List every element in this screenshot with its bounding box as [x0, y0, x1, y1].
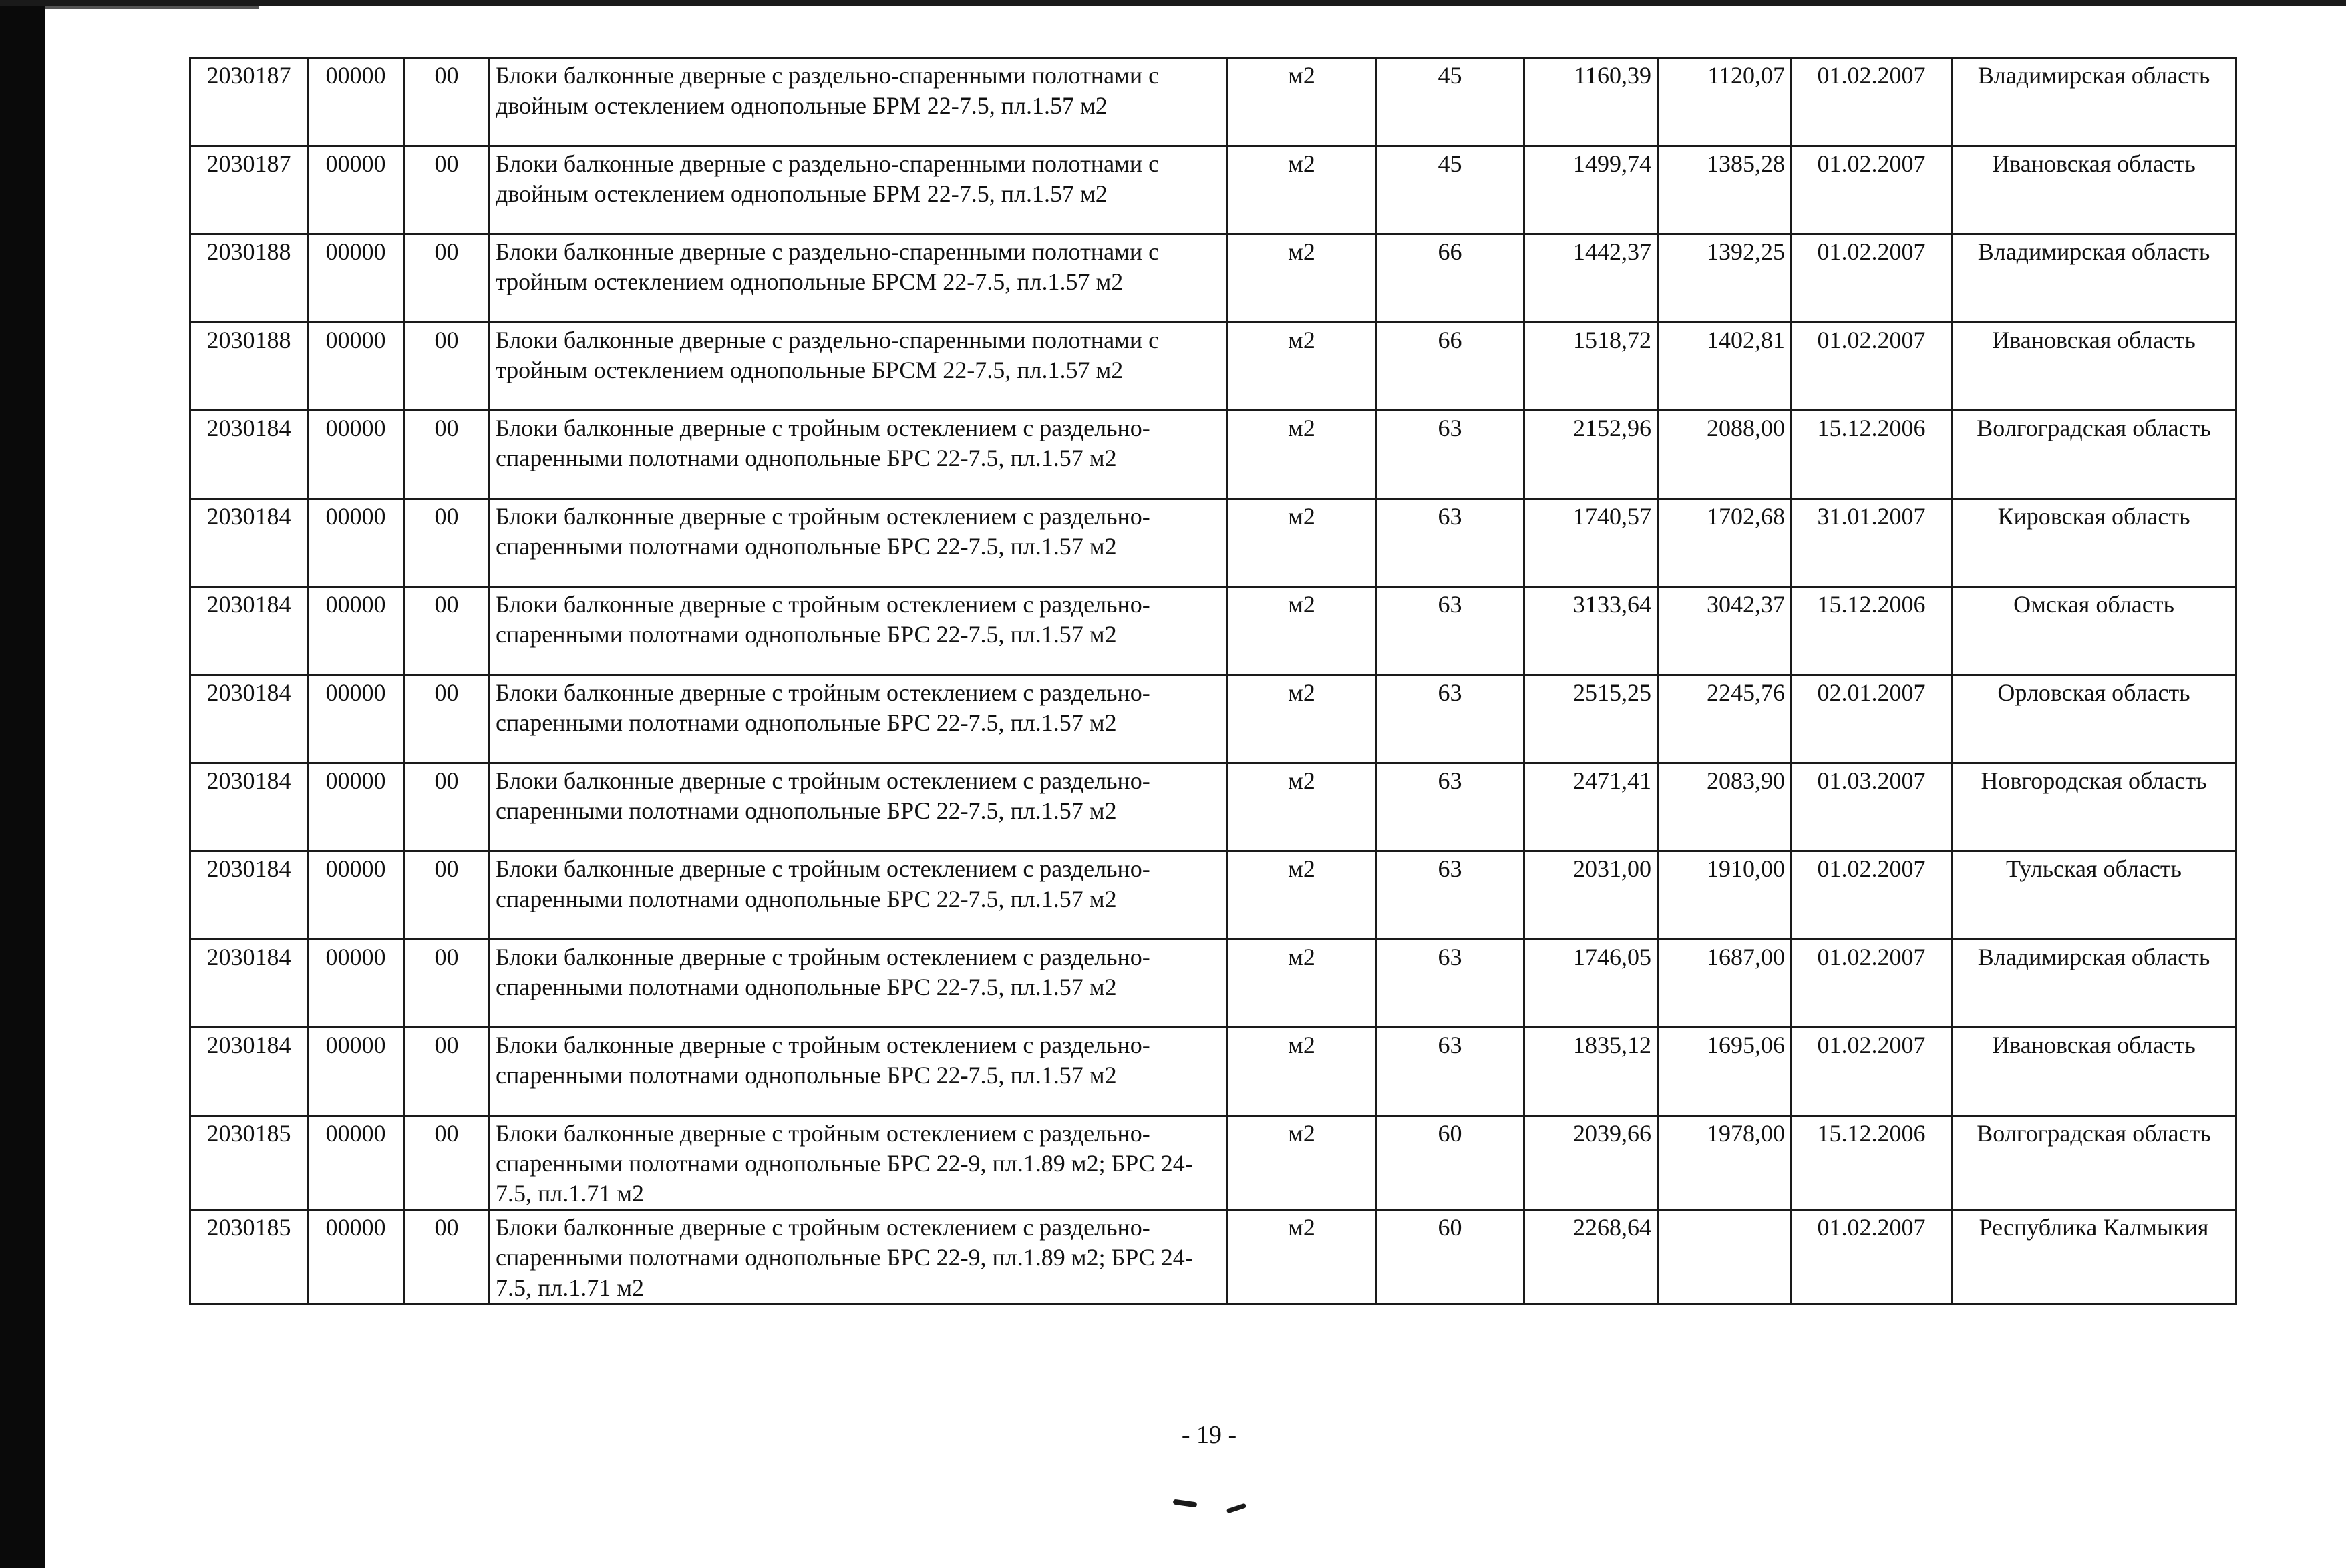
name-cell: Блоки балконные дверные с тройным остеклением с раздельно-спаренными полотнами однопольные БРС 22-7.5, пл.1.57 м2 — [490, 499, 1228, 587]
table-row — [190, 411, 2236, 499]
unit-cell: м2 — [1228, 940, 1376, 1028]
price2-cell: 1402,81 — [1658, 323, 1792, 411]
group-cell: 63 — [1376, 675, 1524, 763]
name-cell: Блоки балконные дверные с тройным остеклением с раздельно-спаренными полотнами однопольные БРС 22-9, пл.1.89 м2; БРС 24-7.5, пл.1.71 м2 — [490, 1210, 1228, 1304]
price2-cell: 1392,25 — [1658, 234, 1792, 323]
group-cell: 45 — [1376, 58, 1524, 146]
name-cell: Блоки балконные дверные с тройным остеклением с раздельно-спаренными полотнами однопольные БРС 22-7.5, пл.1.57 м2 — [490, 763, 1228, 851]
name-cell: Блоки балконные дверные с раздельно-спаренными полотнами с тройным остеклением однопольные БРСМ 22-7.5, пл.1.57 м2 — [490, 234, 1228, 323]
date-cell: 31.01.2007 — [1792, 499, 1952, 587]
price-cell: 2471,41 — [1524, 763, 1658, 851]
price-table — [189, 57, 2237, 1305]
price2-cell: 2083,90 — [1658, 763, 1792, 851]
price-cell: 1835,12 — [1524, 1028, 1658, 1116]
table-row — [190, 587, 2236, 675]
region-cell: Владимирская область — [1952, 234, 2236, 323]
date-cell: 01.03.2007 — [1792, 763, 1952, 851]
table-body — [190, 58, 2236, 1304]
code-cell: 2030188 — [190, 323, 308, 411]
subcode-cell: 00000 — [308, 234, 404, 323]
name-cell: Блоки балконные дверные с тройным остеклением с раздельно-спаренными полотнами однопольные БРС 22-9, пл.1.89 м2; БРС 24-7.5, пл.1.71 м2 — [490, 1116, 1228, 1210]
code-cell: 2030187 — [190, 146, 308, 234]
price2-cell: 2245,76 — [1658, 675, 1792, 763]
table-row — [190, 323, 2236, 411]
code-cell: 2030184 — [190, 499, 308, 587]
region-cell: Ивановская область — [1952, 146, 2236, 234]
name-cell: Блоки балконные дверные с раздельно-спаренными полотнами с двойным остеклением однопольные БРМ 22-7.5, пл.1.57 м2 — [490, 146, 1228, 234]
group-cell: 63 — [1376, 763, 1524, 851]
subcode2-cell: 00 — [404, 234, 490, 323]
table-row — [190, 1028, 2236, 1116]
unit-cell: м2 — [1228, 58, 1376, 146]
price2-cell: 1385,28 — [1658, 146, 1792, 234]
price2-cell: 1978,00 — [1658, 1116, 1792, 1210]
unit-cell: м2 — [1228, 1028, 1376, 1116]
table-row — [190, 763, 2236, 851]
subcode-cell: 00000 — [308, 675, 404, 763]
price2-cell: 2088,00 — [1658, 411, 1792, 499]
code-cell: 2030187 — [190, 58, 308, 146]
group-cell: 66 — [1376, 234, 1524, 323]
table-row — [190, 58, 2236, 146]
region-cell: Омская область — [1952, 587, 2236, 675]
code-cell: 2030184 — [190, 587, 308, 675]
subcode2-cell: 00 — [404, 587, 490, 675]
subcode-cell: 00000 — [308, 851, 404, 940]
table-row — [190, 234, 2236, 323]
price-cell: 1518,72 — [1524, 323, 1658, 411]
subcode2-cell: 00 — [404, 1116, 490, 1210]
code-cell: 2030184 — [190, 763, 308, 851]
unit-cell: м2 — [1228, 763, 1376, 851]
unit-cell: м2 — [1228, 323, 1376, 411]
scan-top-edge — [0, 0, 2346, 6]
region-cell: Новгородская область — [1952, 763, 2236, 851]
price-cell: 1442,37 — [1524, 234, 1658, 323]
table-row — [190, 1116, 2236, 1210]
table-row — [190, 940, 2236, 1028]
name-cell: Блоки балконные дверные с тройным остеклением с раздельно-спаренными полотнами однопольные БРС 22-7.5, пл.1.57 м2 — [490, 411, 1228, 499]
name-cell: Блоки балконные дверные с тройным остеклением с раздельно-спаренными полотнами однопольные БРС 22-7.5, пл.1.57 м2 — [490, 675, 1228, 763]
unit-cell: м2 — [1228, 499, 1376, 587]
region-cell: Волгоградская область — [1952, 411, 2236, 499]
subcode2-cell: 00 — [404, 499, 490, 587]
subcode2-cell: 00 — [404, 1210, 490, 1304]
unit-cell: м2 — [1228, 146, 1376, 234]
price-cell: 2152,96 — [1524, 411, 1658, 499]
group-cell: 45 — [1376, 146, 1524, 234]
subcode-cell: 00000 — [308, 763, 404, 851]
subcode-cell: 00000 — [308, 940, 404, 1028]
price2-cell: 1120,07 — [1658, 58, 1792, 146]
table-row — [190, 851, 2236, 940]
subcode-cell: 00000 — [308, 58, 404, 146]
code-cell: 2030184 — [190, 851, 308, 940]
price-cell: 1499,74 — [1524, 146, 1658, 234]
code-cell: 2030184 — [190, 1028, 308, 1116]
price2-cell: 1687,00 — [1658, 940, 1792, 1028]
price-cell: 2268,64 — [1524, 1210, 1658, 1304]
price-cell: 2039,66 — [1524, 1116, 1658, 1210]
code-cell: 2030185 — [190, 1116, 308, 1210]
code-cell: 2030185 — [190, 1210, 308, 1304]
unit-cell: м2 — [1228, 851, 1376, 940]
subcode2-cell: 00 — [404, 940, 490, 1028]
date-cell: 15.12.2006 — [1792, 587, 1952, 675]
unit-cell: м2 — [1228, 1210, 1376, 1304]
region-cell: Волгоградская область — [1952, 1116, 2236, 1210]
name-cell: Блоки балконные дверные с тройным остеклением с раздельно-спаренными полотнами однопольные БРС 22-7.5, пл.1.57 м2 — [490, 851, 1228, 940]
price2-cell: 1695,06 — [1658, 1028, 1792, 1116]
scan-mark — [1226, 1503, 1247, 1514]
scan-left-edge — [0, 0, 45, 1568]
date-cell: 01.02.2007 — [1792, 146, 1952, 234]
subcode2-cell: 00 — [404, 675, 490, 763]
subcode-cell: 00000 — [308, 323, 404, 411]
group-cell: 63 — [1376, 587, 1524, 675]
subcode-cell: 00000 — [308, 1116, 404, 1210]
subcode2-cell: 00 — [404, 323, 490, 411]
subcode-cell: 00000 — [308, 146, 404, 234]
group-cell: 66 — [1376, 323, 1524, 411]
name-cell: Блоки балконные дверные с тройным остеклением с раздельно-спаренными полотнами однопольные БРС 22-7.5, пл.1.57 м2 — [490, 940, 1228, 1028]
subcode2-cell: 00 — [404, 58, 490, 146]
region-cell: Республика Калмыкия — [1952, 1210, 2236, 1304]
region-cell: Владимирская область — [1952, 58, 2236, 146]
region-cell: Тульская область — [1952, 851, 2236, 940]
name-cell: Блоки балконные дверные с раздельно-спаренными полотнами с двойным остеклением однопольные БРМ 22-7.5, пл.1.57 м2 — [490, 58, 1228, 146]
group-cell: 60 — [1376, 1116, 1524, 1210]
subcode-cell: 00000 — [308, 411, 404, 499]
price2-cell: 1702,68 — [1658, 499, 1792, 587]
subcode2-cell: 00 — [404, 146, 490, 234]
table-row — [190, 146, 2236, 234]
code-cell: 2030184 — [190, 411, 308, 499]
price-cell: 3133,64 — [1524, 587, 1658, 675]
table-row — [190, 675, 2236, 763]
region-cell: Ивановская область — [1952, 1028, 2236, 1116]
date-cell: 01.02.2007 — [1792, 851, 1952, 940]
scan-mark — [1173, 1499, 1198, 1508]
date-cell: 01.02.2007 — [1792, 234, 1952, 323]
name-cell: Блоки балконные дверные с тройным остеклением с раздельно-спаренными полотнами однопольные БРС 22-7.5, пл.1.57 м2 — [490, 587, 1228, 675]
region-cell: Владимирская область — [1952, 940, 2236, 1028]
date-cell: 01.02.2007 — [1792, 1210, 1952, 1304]
date-cell: 02.01.2007 — [1792, 675, 1952, 763]
subcode2-cell: 00 — [404, 411, 490, 499]
unit-cell: м2 — [1228, 675, 1376, 763]
subcode2-cell: 00 — [404, 763, 490, 851]
subcode2-cell: 00 — [404, 851, 490, 940]
subcode-cell: 00000 — [308, 1210, 404, 1304]
code-cell: 2030184 — [190, 675, 308, 763]
unit-cell: м2 — [1228, 1116, 1376, 1210]
date-cell: 01.02.2007 — [1792, 323, 1952, 411]
date-cell: 01.02.2007 — [1792, 1028, 1952, 1116]
date-cell: 01.02.2007 — [1792, 58, 1952, 146]
subcode-cell: 00000 — [308, 499, 404, 587]
price-cell: 1160,39 — [1524, 58, 1658, 146]
group-cell: 60 — [1376, 1210, 1524, 1304]
price-cell: 2031,00 — [1524, 851, 1658, 940]
unit-cell: м2 — [1228, 587, 1376, 675]
group-cell: 63 — [1376, 1028, 1524, 1116]
date-cell: 15.12.2006 — [1792, 1116, 1952, 1210]
name-cell: Блоки балконные дверные с тройным остеклением с раздельно-спаренными полотнами однопольные БРС 22-7.5, пл.1.57 м2 — [490, 1028, 1228, 1116]
code-cell: 2030188 — [190, 234, 308, 323]
subcode2-cell: 00 — [404, 1028, 490, 1116]
date-cell: 01.02.2007 — [1792, 940, 1952, 1028]
page-number: - 19 - — [1181, 1421, 1237, 1449]
price2-cell: 1910,00 — [1658, 851, 1792, 940]
unit-cell: м2 — [1228, 411, 1376, 499]
region-cell: Кировская область — [1952, 499, 2236, 587]
subcode-cell: 00000 — [308, 1028, 404, 1116]
price2-cell — [1658, 1210, 1792, 1304]
price2-cell: 3042,37 — [1658, 587, 1792, 675]
region-cell: Ивановская область — [1952, 323, 2236, 411]
code-cell: 2030184 — [190, 940, 308, 1028]
table-row — [190, 499, 2236, 587]
price-cell: 1746,05 — [1524, 940, 1658, 1028]
group-cell: 63 — [1376, 940, 1524, 1028]
subcode-cell: 00000 — [308, 587, 404, 675]
price-cell: 2515,25 — [1524, 675, 1658, 763]
unit-cell: м2 — [1228, 234, 1376, 323]
group-cell: 63 — [1376, 851, 1524, 940]
group-cell: 63 — [1376, 499, 1524, 587]
name-cell: Блоки балконные дверные с раздельно-спаренными полотнами с тройным остеклением однопольные БРСМ 22-7.5, пл.1.57 м2 — [490, 323, 1228, 411]
group-cell: 63 — [1376, 411, 1524, 499]
price-cell: 1740,57 — [1524, 499, 1658, 587]
date-cell: 15.12.2006 — [1792, 411, 1952, 499]
region-cell: Орловская область — [1952, 675, 2236, 763]
scan-top-edge-fade — [45, 6, 259, 9]
table-row — [190, 1210, 2236, 1304]
